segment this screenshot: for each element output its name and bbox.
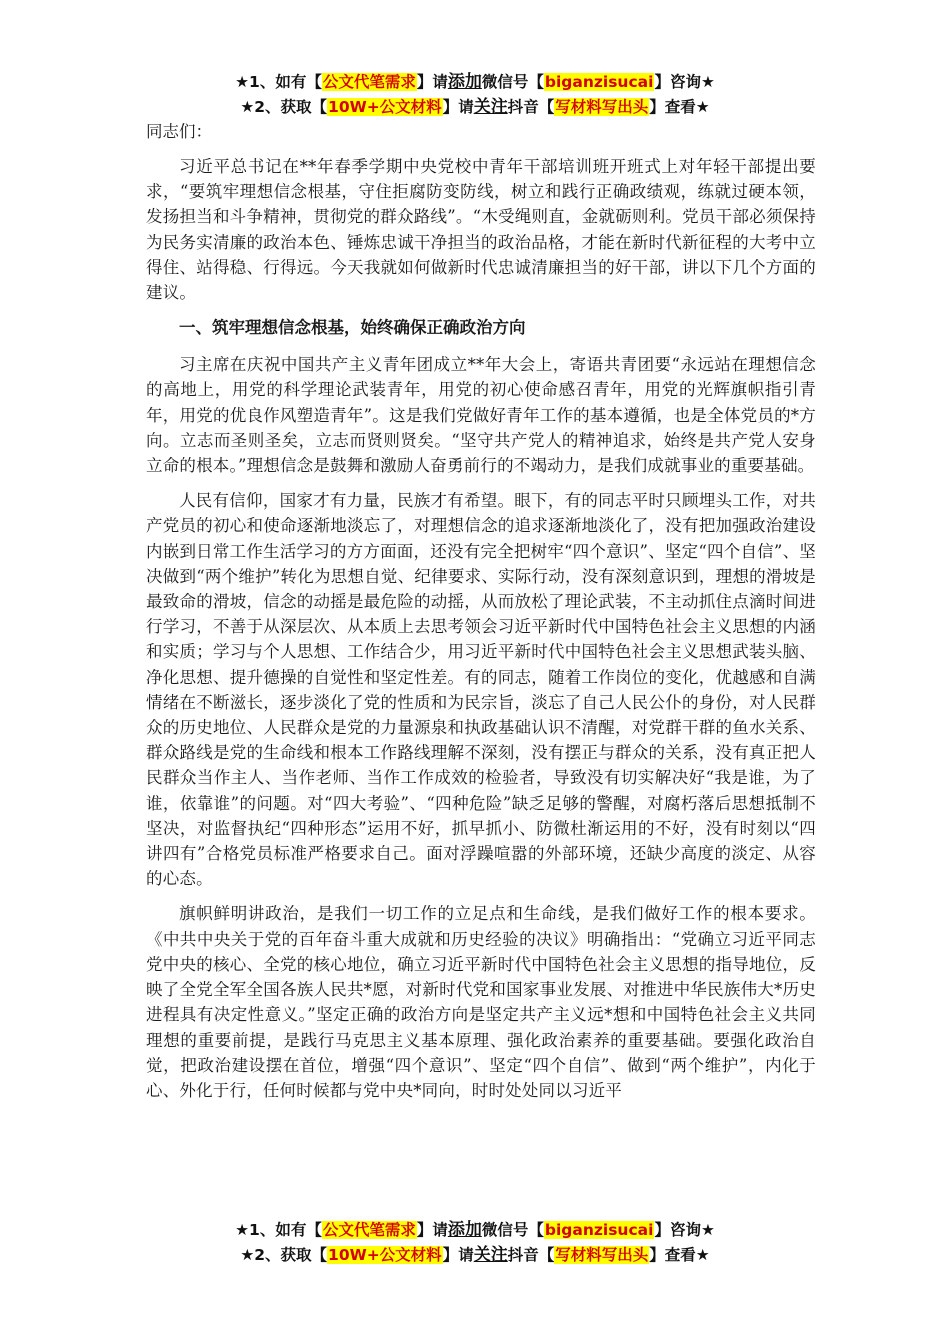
- document-text-area: [146, 119, 816, 1197]
- paragraph: 人民有信仰，国家才有力量，民族才有希望。眼下，有的同志平时只顾埋头工作，对共产党员的初心和使命逐渐地淡忘了，对理想信念的追求逐渐地淡化了，没有把加强政治建设内嵌到日常工作生活学习的方方面面，还没有完全把树牢“四个意识”、坚定“四个自信”、坚决做到“两个维护”转化为思想自觉、纪律要求、实际行动，没有深刻意识到，理想的滑坡是最致命的滑坡，信念的动摇是最危险的动摇，从而放松了理论武装，不主动抓住点滴时间进行学习，不善于从深层次、从本质上去思考领会习近平新时代中国特色社会主义思想的内涵和实质；学习与个人思想、工作结合少，用习近平新时代中国特色社会主义思想武装头脑、净化思想、提升德操的自觉性和坚定性差。有的同志，随着工作岗位的变化，优越感和自满情绪在不断滋长，逐步淡化了党的性质和为民宗旨，淡忘了自己人民公仆的身份，对人民群众的历史地位、人民群众是党的力量源泉和执政基础认识不清醒，对党群干群的鱼水关系、群众路线是党的生命线和根本工作路线理解不深刻，没有摆正与群众的关系，没有真正把人民群众当作主人、当作老师、当作工作成效的检验者，导致没有切实解决好“我是谁，为了谁，依靠谁”的问题。对“四大考验”、“四种危险”缺乏足够的警醒，对腐朽落后思想抵制不坚决，对监督执纪“四种形态”运用不好，抓早抓小、防微杜渐运用的不好，没有时刻以“四讲四有”合格党员标准严格要求自己。面对浮躁喧嚣的外部环境，还缺少高度的淡定、从容的心态。: [146, 491, 816, 889]
- promo-banner-top: [0, 70, 950, 120]
- salutation: 同志们：: [146, 122, 212, 141]
- promo-text: 】咨询★: [654, 1221, 715, 1239]
- promo-line-1: [0, 1218, 950, 1243]
- promo-highlight: 10W+公文材料: [328, 1246, 442, 1264]
- paragraph: 习主席在庆祝中国共产主义青年团成立**年大会上，寄语共青团要“永远站在理想信念的高地上，用党的科学理论武装青年，用党的初心使命感召青年，用党的光辉旗帜指引青年，用党的优良作风塑造青年”。这是我们党做好青年工作的基本遵循，也是全体党员的*方向。立志而圣则圣矣，立志而贤则贤矣。“坚守共产党人的精神追求，始终是共产党人安身立命的根本。”理想信念是鼓舞和激励人奋勇前行的不竭动力，是我们成就事业的重要基础。: [146, 355, 816, 476]
- promo-text: 】请: [416, 73, 448, 91]
- promo-text: 】请: [416, 1221, 448, 1239]
- promo-text: ★2、获取【: [240, 98, 328, 116]
- promo-text: 】查看★: [649, 1246, 710, 1264]
- promo-text: ★1、如有【: [235, 73, 322, 91]
- promo-underline: 添加: [447, 1220, 482, 1240]
- promo-line-2: [0, 95, 950, 120]
- paragraph-intro: 习近平总书记在**年春季学期中央党校中青年干部培训班开班式上对年轻干部提出要求，“要筑牢理想信念根基，守住拒腐防变防线，树立和践行正确政绩观，练就过硬本领，发扬担当和斗争精神，贯彻党的群众路线”。“木受绳则直，金就砺则利。党员干部必须保持为民务实清廉的政治本色、锤炼忠诚干净担当的政治品格，才能在新时代新征程的大考中立得住、站得稳、行得远。今天我就如何做新时代忠诚清廉担当的好干部，讲以下几个方面的建议。: [146, 157, 816, 303]
- promo-underline: 关注: [473, 97, 508, 117]
- promo-underline: 添加: [447, 72, 482, 92]
- promo-highlight: 写材料写出头: [555, 1246, 649, 1264]
- promo-highlight: 10W+公文材料: [328, 98, 442, 116]
- section-heading: 一、筑牢理想信念根基，始终确保正确政治方向: [179, 318, 526, 338]
- paragraph: 旗帜鲜明讲政治，是我们一切工作的立足点和生命线，是我们做好工作的根本要求。《中共中央关于党的百年奋斗重大成就和历史经验的决议》明确指出：“党确立习近平同志党中央的核心、全党的核心地位，确立习近平新时代中国特色社会主义思想的指导地位，反映了全党全军全国各族人民共*愿，对新时代党和国家事业发展、对推进中华民族伟大*历史进程具有决定性意义。”坚定正确的政治方向是坚定共产主义远*想和中国特色社会主义共同理想的重要前提，是践行马克思主义基本原理、强化政治素养的重要基础。要强化政治自觉，把政治建设摆在首位，增强“四个意识”、坚定“四个自信”、做到“两个维护”，内化于心、外化于行，任何时候都与党中央*同向，时时处处同以习近平: [146, 904, 816, 1100]
- promo-text: 抖音【: [507, 98, 555, 116]
- promo-highlight: 公文代笔需求: [322, 1221, 416, 1239]
- promo-text: 微信号【: [481, 1221, 544, 1239]
- promo-highlight: biganzisucai: [544, 1221, 654, 1239]
- promo-text: 微信号【: [481, 73, 544, 91]
- promo-text: 抖音【: [507, 1246, 555, 1264]
- promo-text: 】请: [442, 98, 474, 116]
- promo-highlight: 公文代笔需求: [322, 73, 416, 91]
- promo-line-2: [0, 1243, 950, 1268]
- promo-underline: 关注: [473, 1245, 508, 1265]
- promo-highlight: 写材料写出头: [555, 98, 649, 116]
- document-body: [146, 119, 816, 1197]
- promo-text: 】咨询★: [654, 73, 715, 91]
- promo-text: ★1、如有【: [235, 1221, 322, 1239]
- promo-highlight: biganzisucai: [544, 73, 654, 91]
- promo-line-1: [0, 70, 950, 95]
- promo-banner-bottom: [0, 1218, 950, 1268]
- promo-text: 】请: [442, 1246, 474, 1264]
- promo-text: 】查看★: [649, 98, 710, 116]
- promo-text: ★2、获取【: [240, 1246, 328, 1264]
